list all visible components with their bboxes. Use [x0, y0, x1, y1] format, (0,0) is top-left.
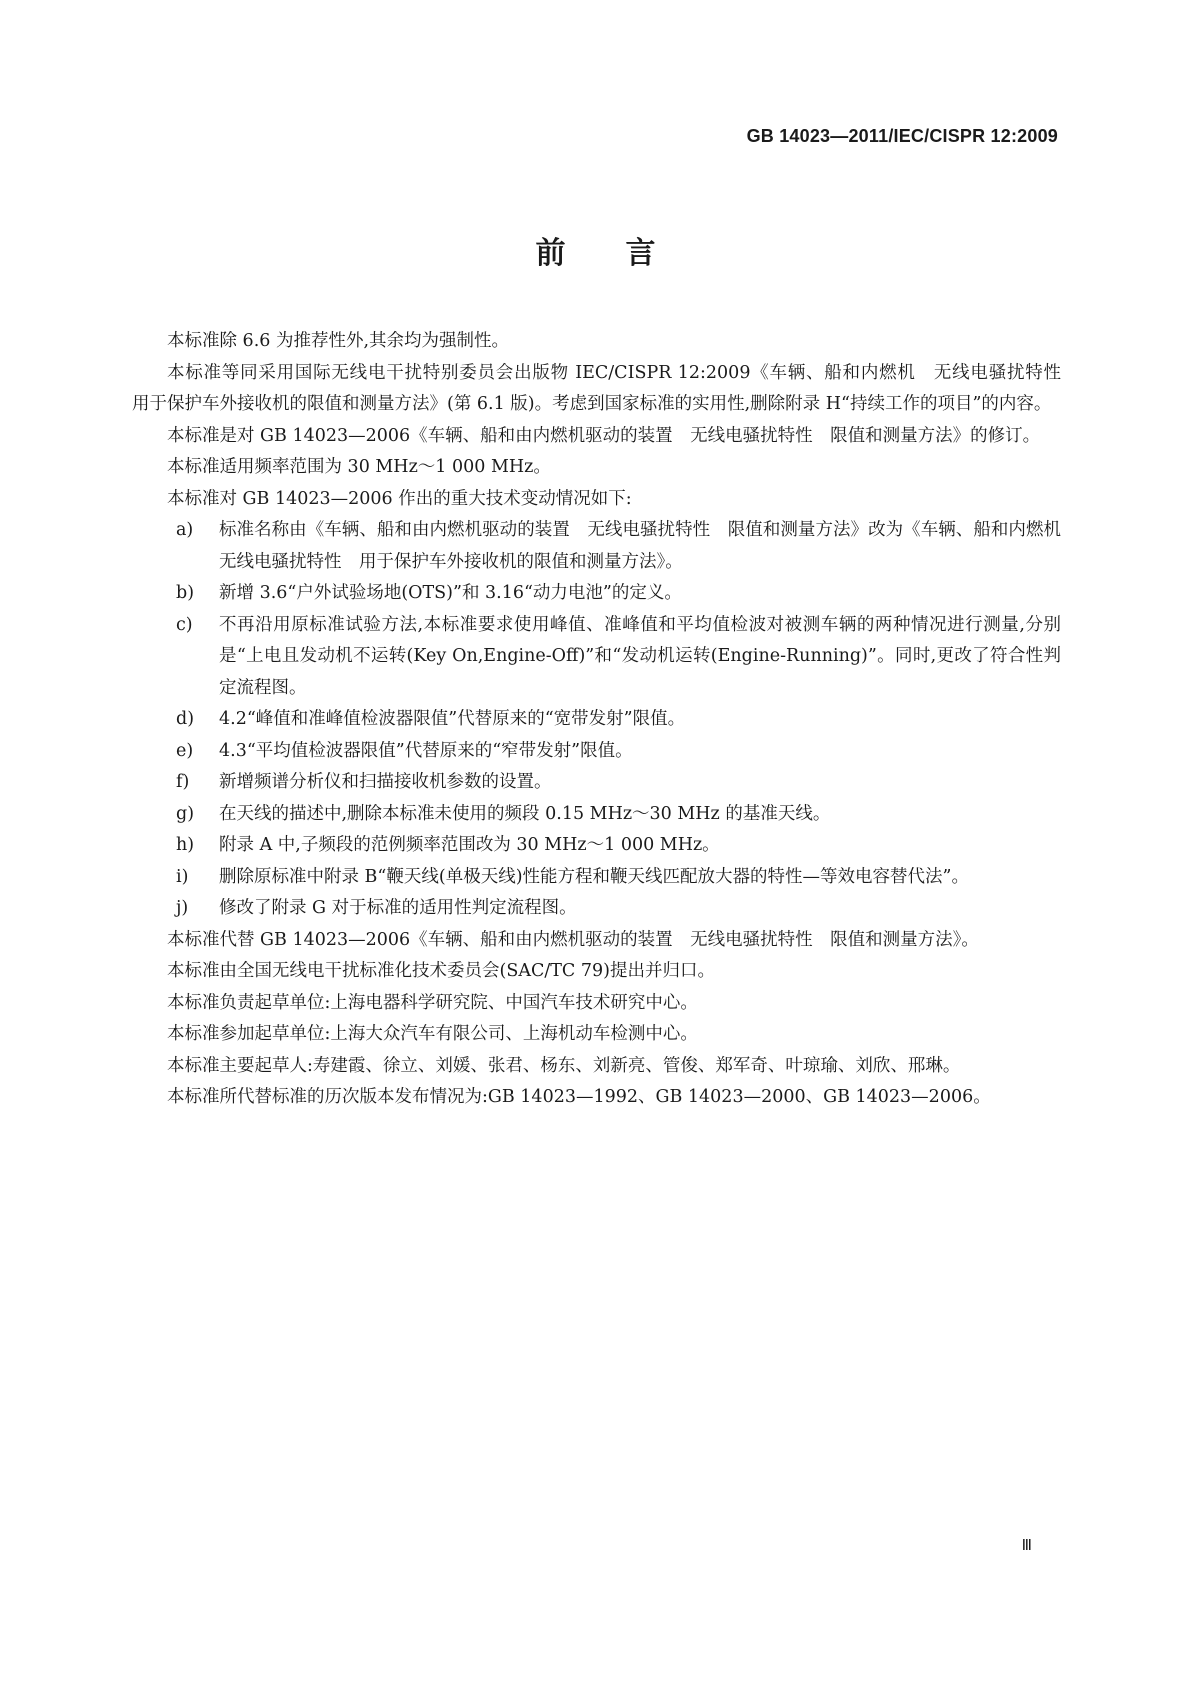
paragraph: 本标准主要起草人:寿建霞、徐立、刘媛、张君、杨东、刘新亮、管俊、郑军奇、叶琼瑜、刘欣、邢琳。: [167, 1055, 961, 1076]
paragraph: 本标准所代替标准的历次版本发布情况为:GB 14023—1992、GB 14023—2000、GB 14023—2006。: [167, 1087, 991, 1107]
list-item-text: 删除原标准中附录 B“鞭天线(单极天线)性能方程和鞭天线匹配放大器的特性—等效电容替代法”。: [219, 866, 969, 887]
page-title: 前言: [535, 236, 716, 271]
list-item: [132, 736, 1061, 768]
list-item-text: 4.3“平均值检波器限值”代替原来的“窄带发射”限值。: [219, 740, 633, 761]
list-item: [132, 578, 1061, 610]
list-marker: d): [176, 709, 195, 729]
standard-code: GB 14023—2011/IEC/CISPR 12:2009: [746, 126, 1058, 146]
paragraph: 本标准负责起草单位:上海电器科学研究院、中国汽车技术研究中心。: [167, 992, 698, 1013]
list-item: [132, 767, 1061, 799]
list-marker: e): [176, 740, 194, 761]
paragraph: 本标准是对 GB 14023—2006《车辆、船和由内燃机驱动的装置 无线电骚扰特性 限值和测量方法》的修订。: [167, 425, 1041, 446]
list-item: [132, 862, 1061, 894]
list-item: [132, 704, 1061, 736]
paragraph: 本标准适用频率范围为 30 MHz～1 000 MHz。: [167, 457, 551, 477]
list-item: [132, 893, 1061, 925]
list-marker: b): [176, 583, 195, 603]
paragraph: 本标准等同采用国际无线电干扰特别委员会出版物 IEC/CISPR 12:2009《车辆、船和内燃机 无线电骚扰特性 用于保护车外接收机的限值和测量方法》(第 6.1 版)。考虑到国家标准的实用性,删除附录 H“持续工作的项目”的内容。: [132, 362, 1079, 414]
list-item-text: 标准名称由《车辆、船和由内燃机驱动的装置 无线电骚扰特性 限值和测量方法》改为《车辆、船和内燃机 无线电骚扰特性 用于保护车外接收机的限值和测量方法》。: [219, 520, 1079, 572]
list-marker: f): [176, 772, 190, 792]
paragraph: 本标准参加起草单位:上海大众汽车有限公司、上海机动车检测中心。: [167, 1024, 698, 1044]
list-item: [132, 610, 1061, 705]
list-marker: h): [176, 835, 195, 855]
list-item-text: 新增 3.6“户外试验场地(OTS)”和 3.16“动力电池”的定义。: [219, 583, 682, 603]
list-item: [132, 515, 1079, 578]
list-item-text: 在天线的描述中,删除本标准未使用的频段 0.15 MHz～30 MHz 的基准天线。: [219, 803, 831, 824]
list-item: [132, 799, 1061, 831]
list-item-text: 附录 A 中,子频段的范例频率范围改为 30 MHz～1 000 MHz。: [219, 835, 720, 855]
paragraph: 本标准由全国无线电干扰标准化技术委员会(SAC/TC 79)提出并归口。: [167, 961, 715, 981]
paragraph: 本标准代替 GB 14023—2006《车辆、船和由内燃机驱动的装置 无线电骚扰特性 限值和测量方法》。: [167, 929, 979, 950]
list-marker: g): [176, 803, 195, 824]
paragraph: 本标准除 6.6 为推荐性外,其余均为强制性。: [167, 331, 510, 351]
page-number: Ⅲ: [1021, 1536, 1032, 1554]
list-marker: a): [176, 520, 194, 540]
paragraph: 本标准对 GB 14023—2006 作出的重大技术变动情况如下:: [167, 488, 632, 509]
list-item-text: 修改了附录 G 对于标准的适用性判定流程图。: [219, 898, 577, 918]
changes-list: [132, 515, 1079, 925]
list-item-text: 4.2“峰值和准峰值检波器限值”代替原来的“宽带发射”限值。: [219, 709, 686, 729]
list-marker: j): [176, 898, 189, 918]
list-marker: i): [176, 866, 189, 887]
list-item: [132, 830, 1061, 862]
list-item-text: 不再沿用原标准试验方法,本标准要求使用峰值、准峰值和平均值检波对被测车辆的两种情况进行测量,分别是“上电且发动机不运转(Key On,Engine-Off)”和“发动机运转(Engine-Running)”。同时,更改了符合性判定流程图。: [219, 614, 1061, 698]
list-item-text: 新增频谱分析仪和扫描接收机参数的设置。: [219, 772, 552, 792]
document-body: [132, 326, 1079, 1114]
list-marker: c): [176, 614, 193, 635]
